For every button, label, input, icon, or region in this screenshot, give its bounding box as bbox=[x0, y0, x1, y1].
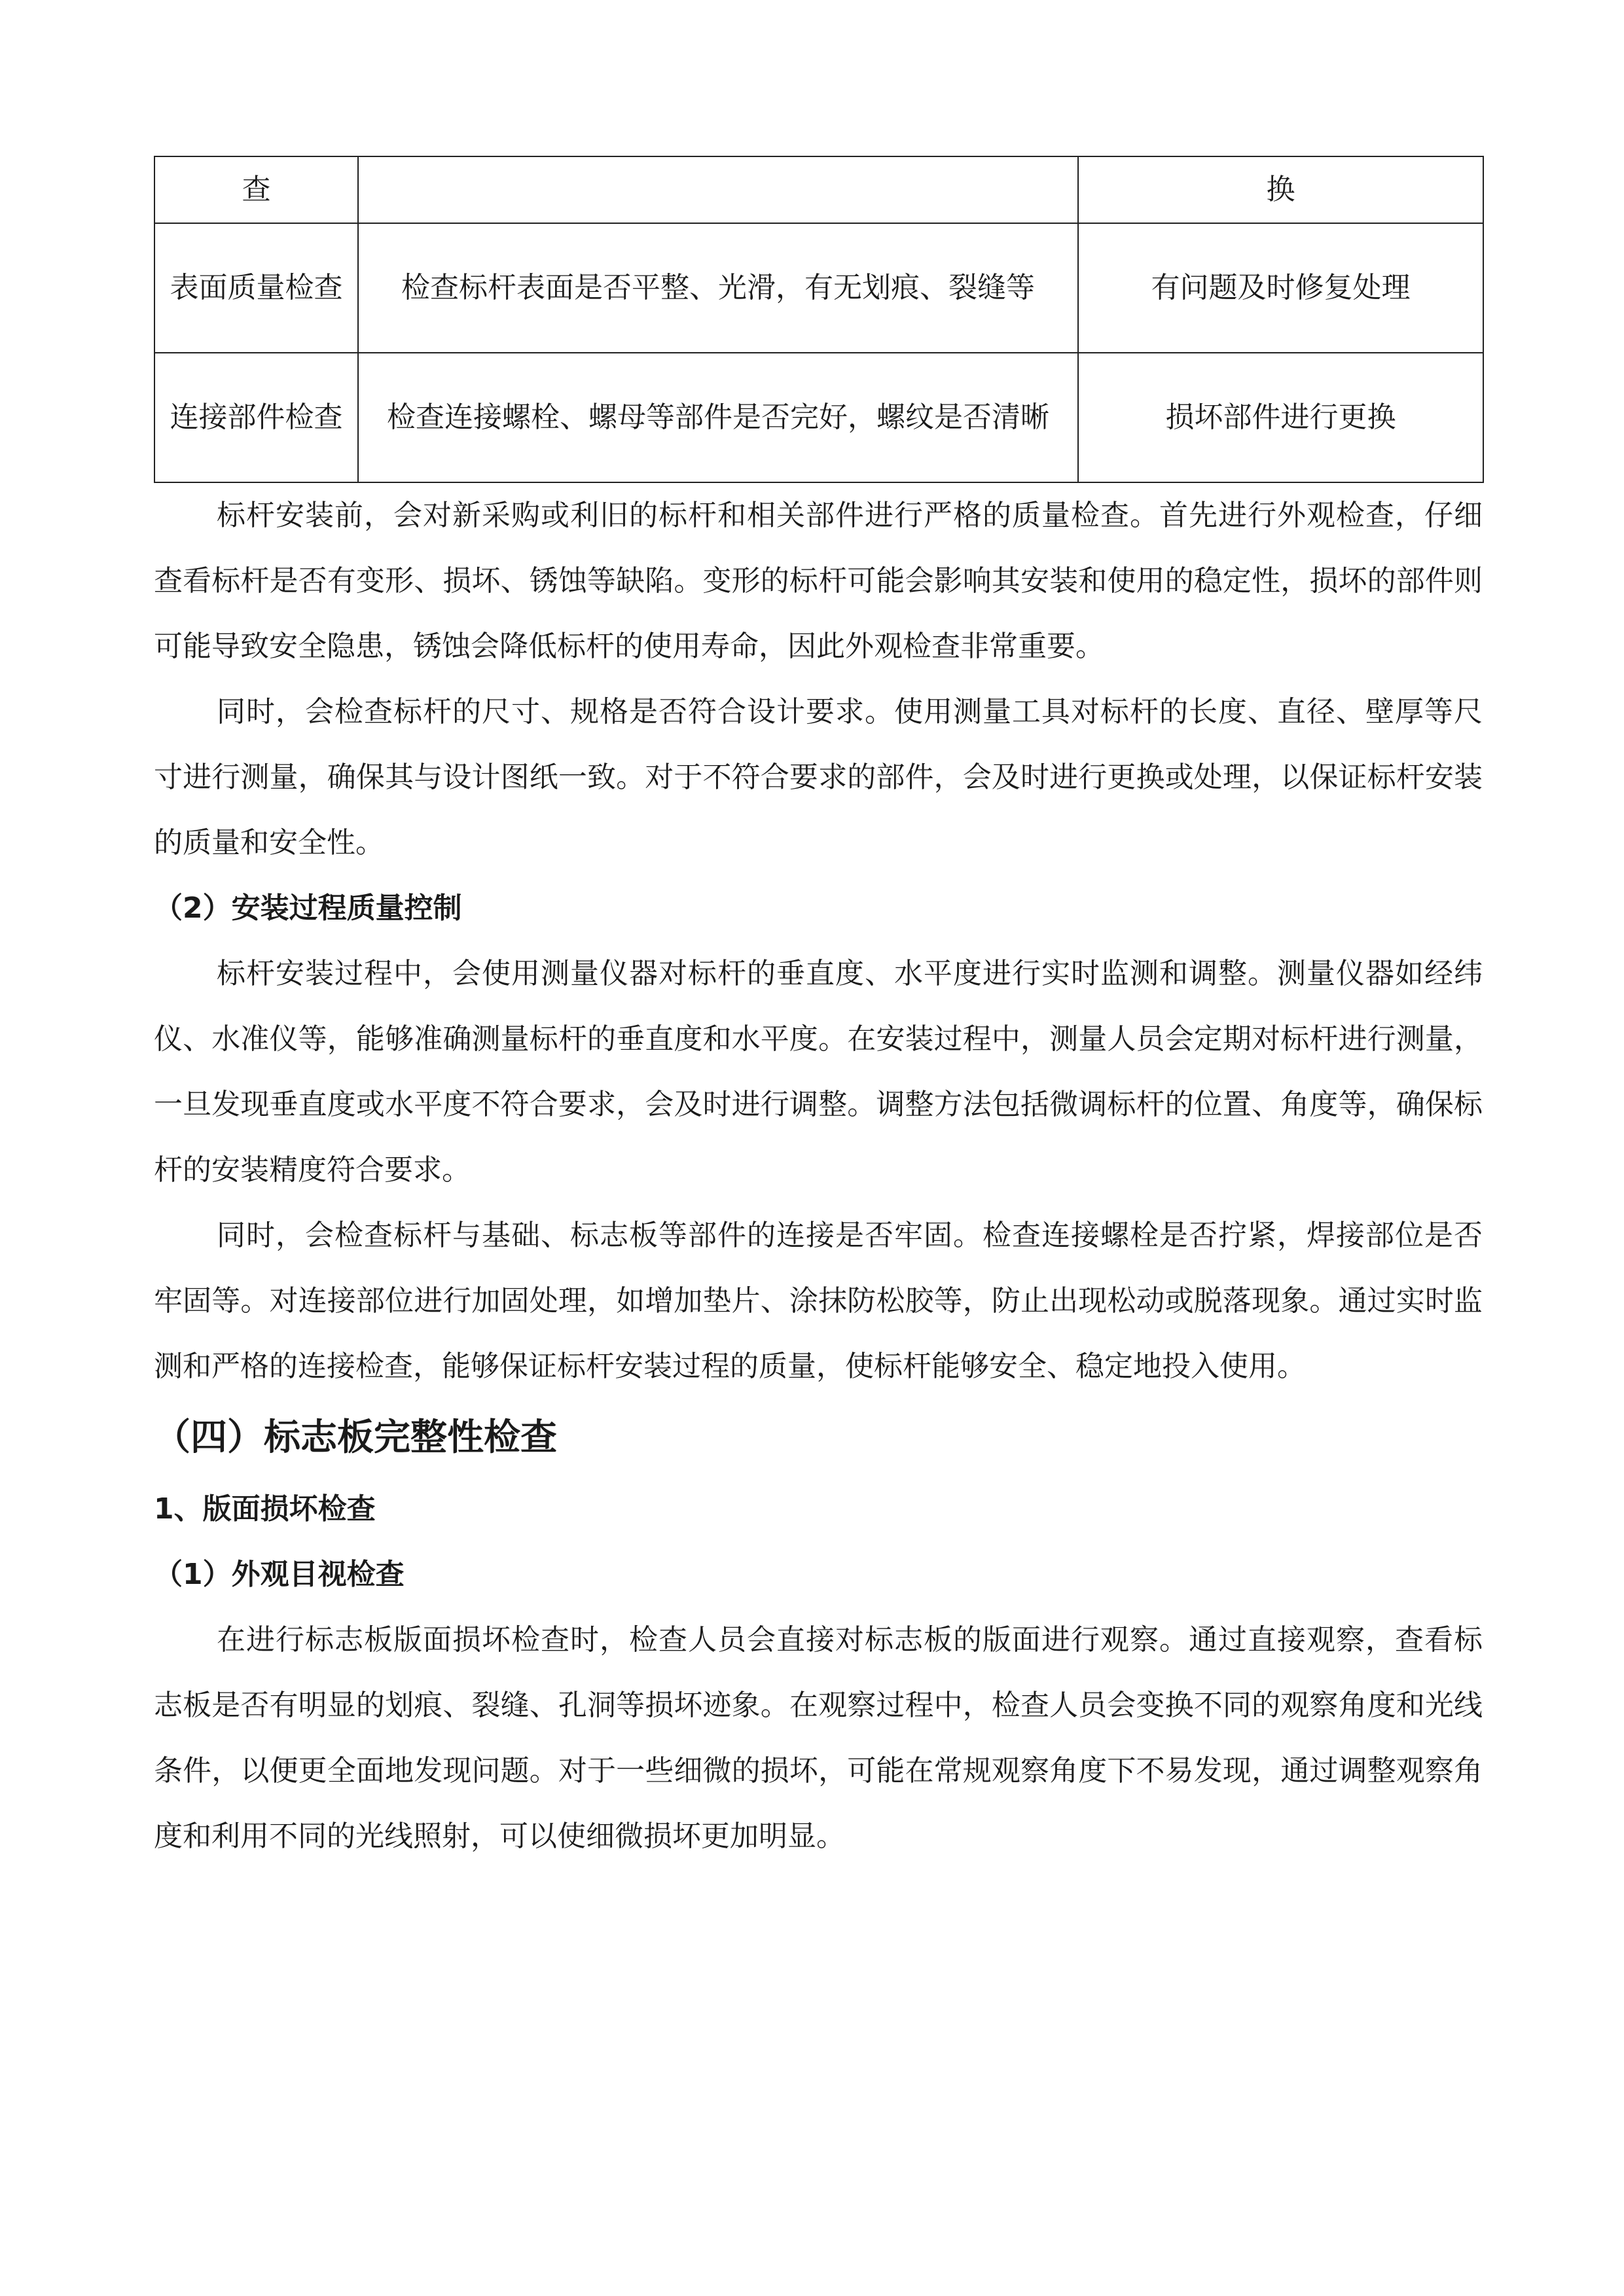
heading-panel-damage: 1、版面损坏检查 bbox=[154, 1492, 376, 1526]
heading-section-four: （四）标志板完整性检查 bbox=[154, 1416, 557, 1459]
paragraph-prequality: 标杆安装前，会对新采购或利旧的标杆和相关部件进行严格的质量检查。首先进行外观检查，仔细查看标杆是否有变形、损坏、锈蚀等缺陷。变形的标杆可能会影响其安装和使用的稳定性，损坏的部件则可能导致安全隐患，锈蚀会降低标杆的使用寿命，因此外观检查非常重要。 bbox=[154, 499, 1483, 663]
heading-visual-inspection: （1）外观目视检查 bbox=[154, 1558, 405, 1591]
table-cell-content: 检查连接螺栓、螺母等部件是否完好，螺纹是否清晰 bbox=[358, 353, 1078, 482]
table-cell-action: 有问题及时修复处理 bbox=[1078, 223, 1483, 353]
paragraph-install-monitoring: 标杆安装过程中，会使用测量仪器对标杆的垂直度、水平度进行实时监测和调整。测量仪器如经纬仪、水准仪等，能够准确测量标杆的垂直度和水平度。在安装过程中，测量人员会定期对标杆进行测量，一旦发现垂直度或水平度不符合要求，会及时进行调整。调整方法包括微调标杆的位置、角度等，确保标杆的安装精度符合要求。 bbox=[154, 957, 1483, 1187]
table-cell-action: 损坏部件进行更换 bbox=[1078, 353, 1483, 482]
table-cell-item: 连接部件检查 bbox=[154, 353, 358, 482]
table-row bbox=[154, 156, 1483, 223]
document-page bbox=[154, 156, 1483, 1869]
table-cell-item: 查 bbox=[154, 156, 358, 223]
paragraph-visual-inspection: 在进行标志板版面损坏检查时，检查人员会直接对标志板的版面进行观察。通过直接观察，查看标志板是否有明显的划痕、裂缝、孔洞等损坏迹象。在观察过程中，检查人员会变换不同的观察角度和光线条件，以便更全面地发现问题。对于一些细微的损坏，可能在常规观察角度下不易发现，通过调整观察角度和利用不同的光线照射，可以使细微损坏更加明显。 bbox=[154, 1623, 1483, 1853]
paragraph-connection-check: 同时，会检查标杆与基础、标志板等部件的连接是否牢固。检查连接螺栓是否拧紧，焊接部位是否牢固等。对连接部位进行加固处理，如增加垫片、涂抹防松胶等，防止出现松动或脱落现象。通过实时监测和严格的连接检查，能够保证标杆安装过程的质量，使标杆能够安全、稳定地投入使用。 bbox=[154, 1219, 1483, 1383]
table-cell-content: 检查标杆表面是否平整、光滑，有无划痕、裂缝等 bbox=[358, 223, 1078, 353]
paragraph-dimension-check: 同时，会检查标杆的尺寸、规格是否符合设计要求。使用测量工具对标杆的长度、直径、壁厚等尺寸进行测量，确保其与设计图纸一致。对于不符合要求的部件，会及时进行更换或处理，以保证标杆安装的质量和安全性。 bbox=[154, 695, 1483, 859]
table-row bbox=[154, 353, 1483, 482]
table-cell-content bbox=[358, 156, 1078, 223]
table-cell-action: 换 bbox=[1078, 156, 1483, 223]
table-cell-item: 表面质量检查 bbox=[154, 223, 358, 353]
quality-check-table bbox=[154, 156, 1484, 483]
heading-install-quality-control: （2）安装过程质量控制 bbox=[154, 891, 462, 925]
table-row bbox=[154, 223, 1483, 353]
